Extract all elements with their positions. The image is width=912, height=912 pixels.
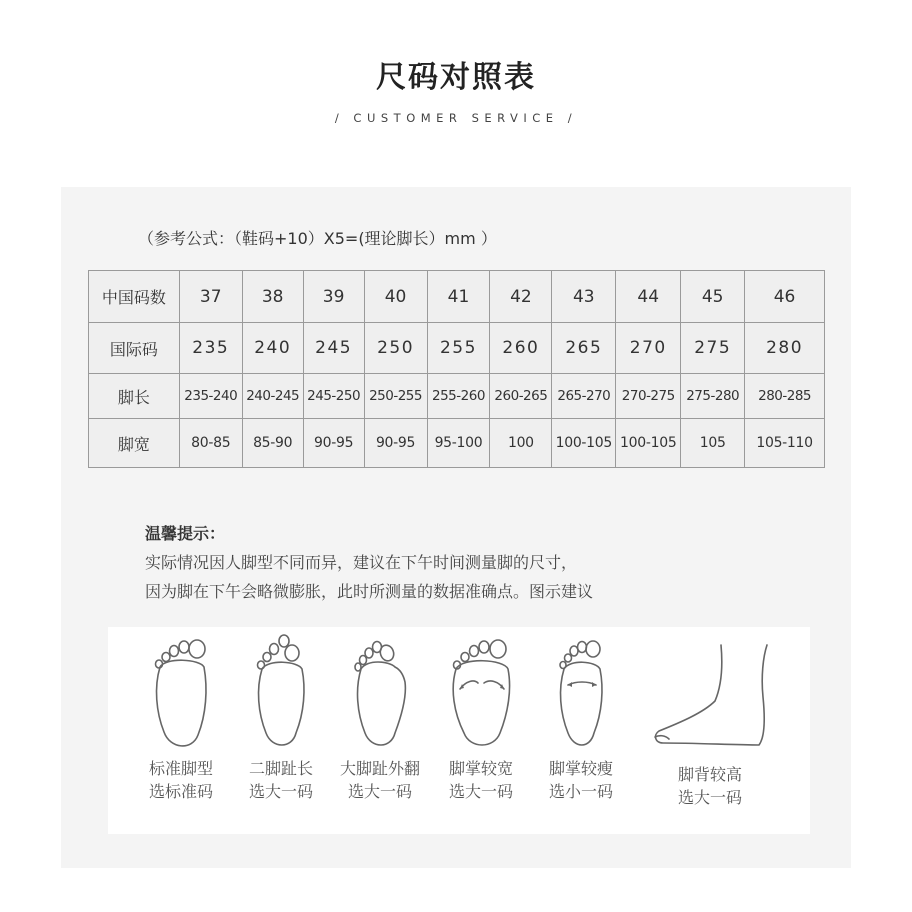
table-cell: 42 xyxy=(490,271,552,323)
table-cell: 100-105 xyxy=(552,419,616,468)
standard-foot-icon xyxy=(146,627,216,757)
table-cell: 245-250 xyxy=(303,374,364,419)
row-header: 脚长 xyxy=(89,374,180,419)
table-cell: 44 xyxy=(616,271,681,323)
size-table xyxy=(88,270,825,468)
table-cell: 265 xyxy=(552,323,616,374)
row-header: 脚宽 xyxy=(89,419,180,468)
foot-type-item xyxy=(435,627,527,803)
table-cell: 235-240 xyxy=(179,374,242,419)
long-second-toe-foot-icon xyxy=(246,627,316,757)
high-instep-foot-icon xyxy=(645,627,775,763)
table-cell: 90-95 xyxy=(364,419,427,468)
tips-section xyxy=(145,519,593,606)
foot-type-name: 二脚趾长 xyxy=(248,759,313,778)
table-cell: 240-245 xyxy=(242,374,303,419)
foot-type-advice: 选大一码 xyxy=(248,782,313,801)
narrow-foot-icon xyxy=(546,627,616,757)
foot-type-guide xyxy=(108,627,810,834)
table-cell: 85-90 xyxy=(242,419,303,468)
table-row-foot-width xyxy=(89,419,825,468)
table-cell: 255-260 xyxy=(427,374,490,419)
size-formula: （参考公式：（鞋码+10）X5=(理论脚长）mm ） xyxy=(138,229,497,248)
table-cell: 250 xyxy=(364,323,427,374)
table-cell: 100-105 xyxy=(616,419,681,468)
page-subtitle: / CUSTOMER SERVICE / xyxy=(334,111,578,125)
foot-type-name: 脚背较高 xyxy=(677,765,742,784)
row-header: 国际码 xyxy=(89,323,180,374)
table-cell: 265-270 xyxy=(552,374,616,419)
table-cell: 90-95 xyxy=(303,419,364,468)
table-cell: 45 xyxy=(681,271,745,323)
table-cell: 260 xyxy=(490,323,552,374)
table-cell: 105 xyxy=(681,419,745,468)
table-cell: 270-275 xyxy=(616,374,681,419)
foot-type-name: 脚掌较宽 xyxy=(448,759,513,778)
page-title: 尺码对照表 xyxy=(376,60,536,95)
foot-type-item xyxy=(236,627,326,803)
foot-type-advice: 选小一码 xyxy=(548,782,613,801)
foot-type-name: 大脚趾外翻 xyxy=(339,759,420,778)
table-cell: 275-280 xyxy=(681,374,745,419)
foot-type-advice: 选大一码 xyxy=(448,782,513,801)
foot-type-item xyxy=(136,627,226,803)
table-row-intl-size xyxy=(89,323,825,374)
table-cell: 40 xyxy=(364,271,427,323)
table-cell: 39 xyxy=(303,271,364,323)
foot-type-advice: 选大一码 xyxy=(677,788,742,807)
foot-type-advice: 选大一码 xyxy=(347,782,412,801)
table-cell: 43 xyxy=(552,271,616,323)
table-cell: 37 xyxy=(179,271,242,323)
table-cell: 80-85 xyxy=(179,419,242,468)
table-cell: 270 xyxy=(616,323,681,374)
table-cell: 255 xyxy=(427,323,490,374)
table-cell: 280 xyxy=(745,323,825,374)
foot-type-advice: 选标准码 xyxy=(148,782,213,801)
table-cell: 260-265 xyxy=(490,374,552,419)
table-cell: 250-255 xyxy=(364,374,427,419)
foot-type-name: 脚掌较瘦 xyxy=(548,759,613,778)
tips-title: 温馨提示： xyxy=(145,524,226,543)
row-header: 中国码数 xyxy=(89,271,180,323)
wide-foot-icon xyxy=(446,627,516,757)
tips-line: 实际情况因人脚型不同而异，建议在下午时间测量脚的尺寸， xyxy=(145,553,578,572)
table-row-foot-length xyxy=(89,374,825,419)
table-cell: 235 xyxy=(179,323,242,374)
table-cell: 275 xyxy=(681,323,745,374)
table-cell: 46 xyxy=(745,271,825,323)
table-cell: 41 xyxy=(427,271,490,323)
bunion-foot-icon xyxy=(345,627,415,757)
table-cell: 240 xyxy=(242,323,303,374)
table-cell: 100 xyxy=(490,419,552,468)
table-cell: 38 xyxy=(242,271,303,323)
foot-type-name: 标准脚型 xyxy=(148,759,213,778)
tips-line: 因为脚在下午会略微膨胀，此时所测量的数据准确点。图示建议 xyxy=(145,582,594,601)
table-row-china-size xyxy=(89,271,825,323)
table-cell: 245 xyxy=(303,323,364,374)
foot-type-item xyxy=(330,627,430,803)
foot-type-item xyxy=(535,627,627,803)
table-cell: 95-100 xyxy=(427,419,490,468)
table-cell: 280-285 xyxy=(745,374,825,419)
table-cell: 105-110 xyxy=(745,419,825,468)
foot-type-item xyxy=(645,627,775,809)
